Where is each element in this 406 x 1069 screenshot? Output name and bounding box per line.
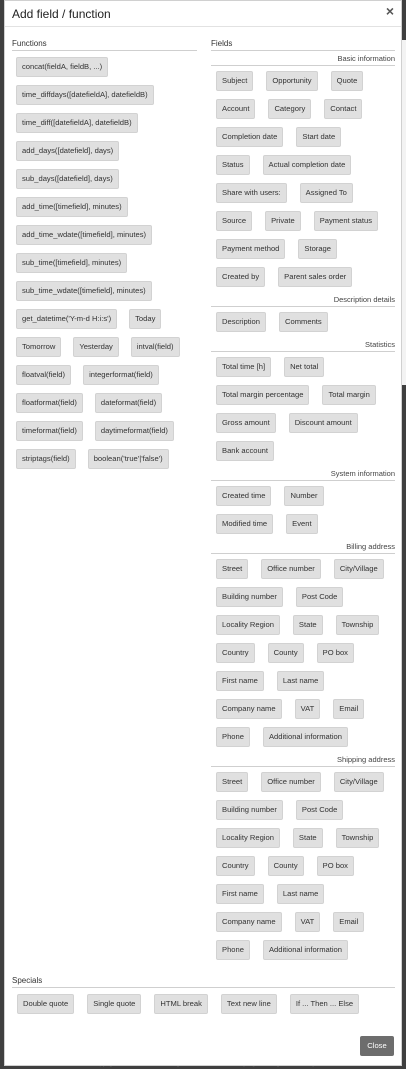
field-billing-address-locality-region-button[interactable]: Locality Region xyxy=(216,615,280,635)
field-shipping-address-city-village-button[interactable]: City/Village xyxy=(334,772,384,792)
field-basic-information-quote-button[interactable]: Quote xyxy=(331,71,364,91)
function-daytimeformat-field-button[interactable]: daytimeformat(field) xyxy=(95,421,174,441)
functions-list xyxy=(12,57,197,477)
field-billing-address-city-village-button[interactable]: City/Village xyxy=(334,559,384,579)
function-striptags-field-button[interactable]: striptags(field) xyxy=(16,449,76,469)
field-description-details-comments-button[interactable]: Comments xyxy=(279,312,328,332)
section-heading-system-information: System information xyxy=(211,469,395,481)
section-heading-shipping-address: Shipping address xyxy=(211,755,395,767)
field-statistics-total-margin-button[interactable]: Total margin xyxy=(322,385,375,405)
function-timeformat-field-button[interactable]: timeformat(field) xyxy=(16,421,83,441)
section-heading-basic-information: Basic information xyxy=(211,54,395,66)
special-html-break-button[interactable]: HTML break xyxy=(154,994,208,1014)
field-basic-information-subject-button[interactable]: Subject xyxy=(216,71,253,91)
function-add-days-datefield-days-button[interactable]: add_days([datefield], days) xyxy=(16,141,119,161)
field-shipping-address-vat-button[interactable]: VAT xyxy=(295,912,321,932)
field-basic-information-start-date-button[interactable]: Start date xyxy=(296,127,341,147)
function-floatval-field-button[interactable]: floatval(field) xyxy=(16,365,71,385)
field-shipping-address-township-button[interactable]: Township xyxy=(336,828,380,848)
function-add-time-timefield-minutes-button[interactable]: add_time([timefield], minutes) xyxy=(16,197,128,217)
function-yesterday-button[interactable]: Yesterday xyxy=(73,337,119,357)
field-shipping-address-state-button[interactable]: State xyxy=(293,828,323,848)
field-shipping-address-post-code-button[interactable]: Post Code xyxy=(296,800,343,820)
field-basic-information-actual-completion-date-button[interactable]: Actual completion date xyxy=(263,155,352,175)
function-get-datetime-y-m-d-h-i-s-button[interactable]: get_datetime('Y-m-d H:i:s') xyxy=(16,309,117,329)
function-concat-fielda-fieldb-button[interactable]: concat(fieldA, fieldB, ...) xyxy=(16,57,108,77)
field-billing-address-additional-information-button[interactable]: Additional information xyxy=(263,727,348,747)
field-billing-address-phone-button[interactable]: Phone xyxy=(216,727,250,747)
field-basic-information-payment-method-button[interactable]: Payment method xyxy=(216,239,285,259)
field-statistics-bank-account-button[interactable]: Bank account xyxy=(216,441,274,461)
functions-heading: Functions xyxy=(12,39,197,51)
function-time-diffdays-datefielda-datefieldb-button[interactable]: time_diffdays([datefieldA], datefieldB) xyxy=(16,85,154,105)
field-basic-information-payment-status-button[interactable]: Payment status xyxy=(314,211,378,231)
function-integerformat-field-button[interactable]: integerformat(field) xyxy=(83,365,159,385)
specials-list xyxy=(12,994,395,1022)
field-basic-information-status-button[interactable]: Status xyxy=(216,155,250,175)
field-basic-information-assigned-to-button[interactable]: Assigned To xyxy=(300,183,353,203)
section-fields-statistics xyxy=(211,357,395,469)
add-field-function-modal xyxy=(4,0,402,1066)
field-statistics-gross-amount-button[interactable]: Gross amount xyxy=(216,413,276,433)
field-billing-address-email-button[interactable]: Email xyxy=(333,699,364,719)
close-button[interactable]: Close xyxy=(360,1036,394,1056)
field-shipping-address-phone-button[interactable]: Phone xyxy=(216,940,250,960)
specials-heading: Specials xyxy=(12,976,395,988)
field-statistics-discount-amount-button[interactable]: Discount amount xyxy=(289,413,358,433)
field-shipping-address-building-number-button[interactable]: Building number xyxy=(216,800,283,820)
field-system-information-created-time-button[interactable]: Created time xyxy=(216,486,271,506)
field-shipping-address-locality-region-button[interactable]: Locality Region xyxy=(216,828,280,848)
function-intval-field-button[interactable]: intval(field) xyxy=(131,337,180,357)
function-sub-time-timefield-minutes-button[interactable]: sub_time([timefield], minutes) xyxy=(16,253,127,273)
functions-column xyxy=(12,39,197,477)
field-shipping-address-po-box-button[interactable]: PO box xyxy=(317,856,354,876)
field-billing-address-country-button[interactable]: Country xyxy=(216,643,255,663)
field-basic-information-contact-button[interactable]: Contact xyxy=(324,99,362,119)
field-billing-address-company-name-button[interactable]: Company name xyxy=(216,699,282,719)
field-basic-information-created-by-button[interactable]: Created by xyxy=(216,267,265,287)
field-basic-information-private-button[interactable]: Private xyxy=(265,211,301,231)
field-shipping-address-email-button[interactable]: Email xyxy=(333,912,364,932)
field-billing-address-county-button[interactable]: County xyxy=(268,643,304,663)
field-shipping-address-country-button[interactable]: Country xyxy=(216,856,255,876)
special-if-then-else-button[interactable]: If ... Then ... Else xyxy=(290,994,359,1014)
fields-column xyxy=(211,39,395,968)
section-heading-billing-address: Billing address xyxy=(211,542,395,554)
special-single-quote-button[interactable]: Single quote xyxy=(87,994,141,1014)
field-basic-information-storage-button[interactable]: Storage xyxy=(298,239,337,259)
field-billing-address-post-code-button[interactable]: Post Code xyxy=(296,587,343,607)
special-text-new-line-button[interactable]: Text new line xyxy=(221,994,277,1014)
field-basic-information-completion-date-button[interactable]: Completion date xyxy=(216,127,283,147)
section-fields-shipping-address xyxy=(211,772,395,968)
close-icon[interactable]: × xyxy=(385,3,394,19)
specials-section xyxy=(12,976,395,1022)
section-heading-statistics: Statistics xyxy=(211,340,395,352)
section-heading-description-details: Description details xyxy=(211,295,395,307)
function-dateformat-field-button[interactable]: dateformat(field) xyxy=(95,393,162,413)
field-billing-address-po-box-button[interactable]: PO box xyxy=(317,643,354,663)
field-shipping-address-last-name-button[interactable]: Last name xyxy=(277,884,324,904)
field-basic-information-opportunity-button[interactable]: Opportunity xyxy=(266,71,317,91)
field-billing-address-township-button[interactable]: Township xyxy=(336,615,380,635)
field-shipping-address-office-number-button[interactable]: Office number xyxy=(261,772,321,792)
function-floatformat-field-button[interactable]: floatformat(field) xyxy=(16,393,83,413)
field-shipping-address-county-button[interactable]: County xyxy=(268,856,304,876)
field-statistics-total-margin-percentage-button[interactable]: Total margin percentage xyxy=(216,385,309,405)
field-statistics-total-time-h-button[interactable]: Total time [h] xyxy=(216,357,271,377)
field-basic-information-share-with-users-button[interactable]: Share with users: xyxy=(216,183,287,203)
field-billing-address-state-button[interactable]: State xyxy=(293,615,323,635)
field-statistics-net-total-button[interactable]: Net total xyxy=(284,357,324,377)
field-billing-address-vat-button[interactable]: VAT xyxy=(295,699,321,719)
field-basic-information-account-button[interactable]: Account xyxy=(216,99,255,119)
field-shipping-address-additional-information-button[interactable]: Additional information xyxy=(263,940,348,960)
section-fields-system-information xyxy=(211,486,395,542)
fields-sections xyxy=(211,54,395,968)
function-sub-days-datefield-days-button[interactable]: sub_days([datefield], days) xyxy=(16,169,119,189)
function-tomorrow-button[interactable]: Tomorrow xyxy=(16,337,61,357)
section-fields-basic-information xyxy=(211,71,395,295)
field-system-information-number-button[interactable]: Number xyxy=(284,486,323,506)
field-basic-information-parent-sales-order-button[interactable]: Parent sales order xyxy=(278,267,352,287)
field-billing-address-street-button[interactable]: Street xyxy=(216,559,248,579)
field-billing-address-office-number-button[interactable]: Office number xyxy=(261,559,321,579)
field-shipping-address-company-name-button[interactable]: Company name xyxy=(216,912,282,932)
section-fields-billing-address xyxy=(211,559,395,755)
field-system-information-modified-time-button[interactable]: Modified time xyxy=(216,514,273,534)
function-boolean-true-false-button[interactable]: boolean('true'|'false') xyxy=(88,449,169,469)
field-system-information-event-button[interactable]: Event xyxy=(286,514,317,534)
modal-title: Add field / function xyxy=(12,7,111,21)
field-basic-information-source-button[interactable]: Source xyxy=(216,211,252,231)
field-billing-address-building-number-button[interactable]: Building number xyxy=(216,587,283,607)
function-sub-time-wdate-timefield-minutes-button[interactable]: sub_time_wdate([timefield], minutes) xyxy=(16,281,152,301)
function-add-time-wdate-timefield-minutes-button[interactable]: add_time_wdate([timefield], minutes) xyxy=(16,225,152,245)
field-shipping-address-first-name-button[interactable]: First name xyxy=(216,884,264,904)
field-shipping-address-street-button[interactable]: Street xyxy=(216,772,248,792)
field-billing-address-first-name-button[interactable]: First name xyxy=(216,671,264,691)
function-time-diff-datefielda-datefieldb-button[interactable]: time_diff([datefieldA], datefieldB) xyxy=(16,113,138,133)
field-billing-address-last-name-button[interactable]: Last name xyxy=(277,671,324,691)
fields-heading: Fields xyxy=(211,39,395,51)
function-today-button[interactable]: Today xyxy=(129,309,161,329)
section-fields-description-details xyxy=(211,312,395,340)
field-basic-information-category-button[interactable]: Category xyxy=(268,99,311,119)
special-double-quote-button[interactable]: Double quote xyxy=(17,994,74,1014)
field-description-details-description-button[interactable]: Description xyxy=(216,312,266,332)
modal-header xyxy=(5,1,401,27)
